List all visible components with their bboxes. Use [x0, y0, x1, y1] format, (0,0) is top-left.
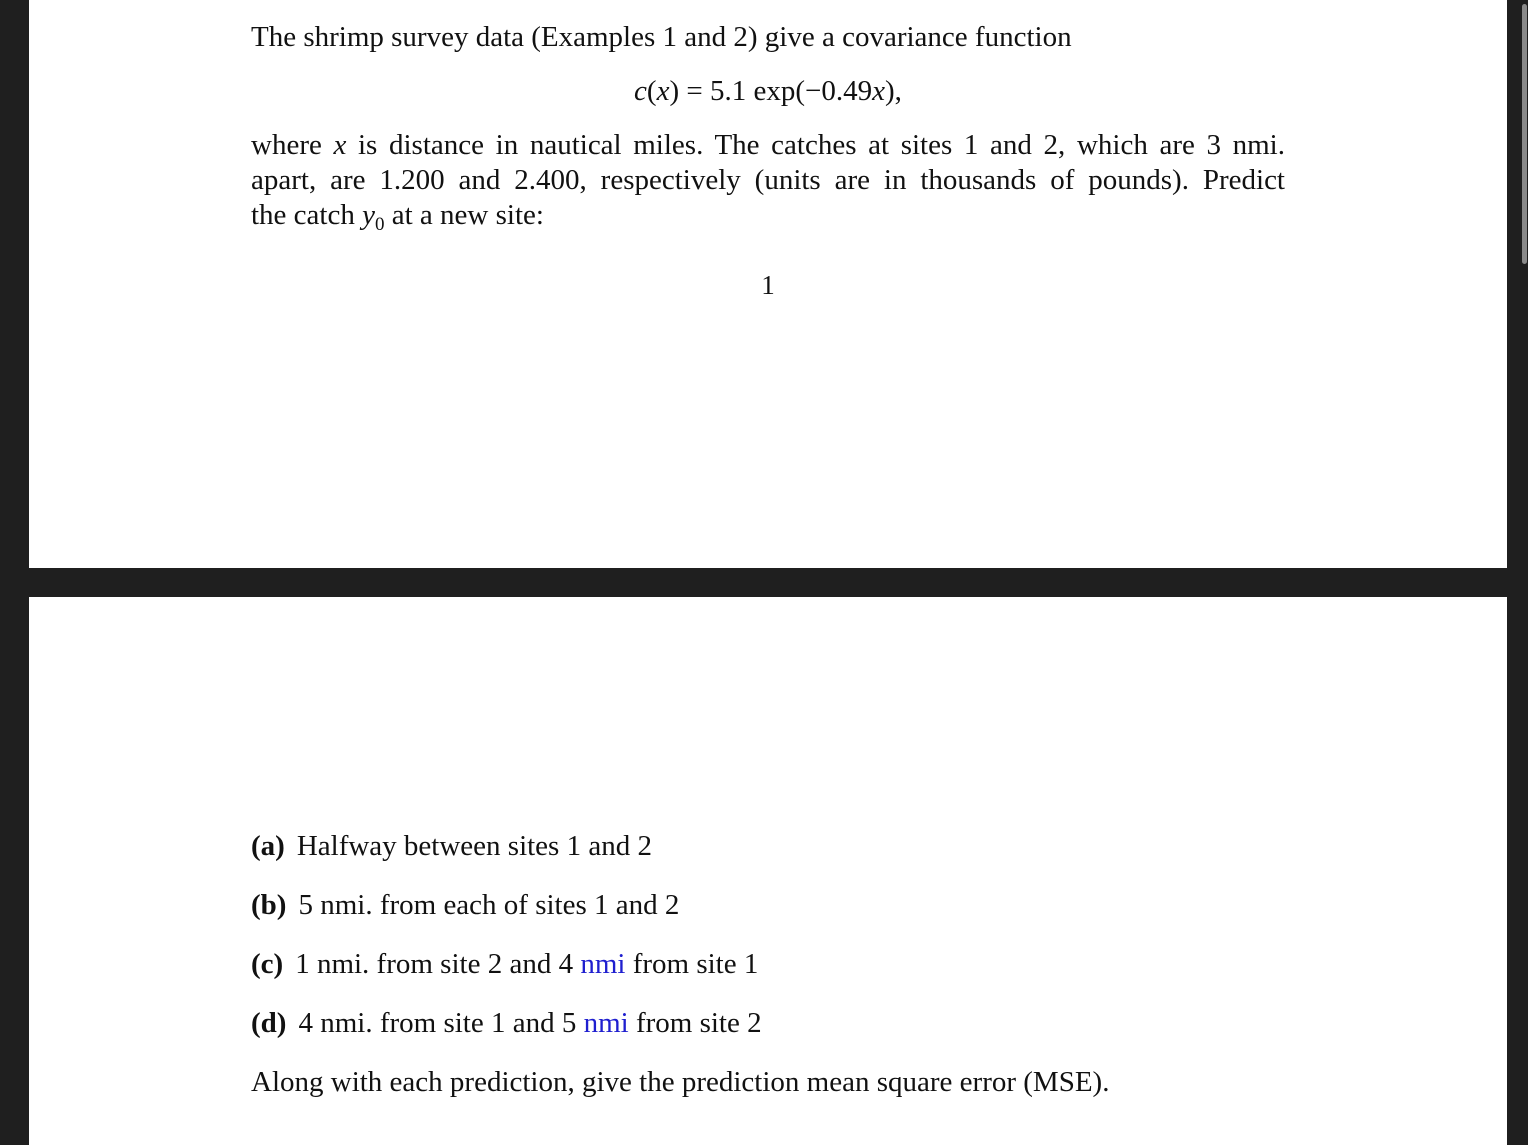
body-var-y-subscript: 0: [374, 214, 385, 235]
body-var-y: y: [362, 199, 375, 231]
eq-rhs-suffix: ),: [885, 75, 902, 107]
body-line-1-prefix: where: [251, 129, 334, 161]
covariance-equation: c(x) = 5.1 exp(−0.49x),: [634, 75, 902, 107]
question-item-a: [251, 829, 652, 864]
body-var-x: x: [333, 129, 347, 161]
item-label: (b): [251, 889, 287, 921]
item-text-after: from site 1: [625, 948, 759, 980]
page-1: [29, 0, 1507, 568]
body-line-1-rest: is distance in nautical miles. The catches at sites 1 and 2, which are 3 nmi.: [346, 129, 1285, 161]
nmi-link[interactable]: nmi: [583, 1007, 629, 1039]
vertical-scrollbar[interactable]: [1520, 0, 1528, 266]
item-text: 5 nmi. from each of sites 1 and 2: [298, 889, 680, 921]
page-2: [29, 597, 1507, 1145]
eq-func: c: [634, 75, 647, 107]
item-text: Halfway between sites 1 and 2: [296, 830, 652, 862]
body-line-3-prefix: the catch: [251, 199, 363, 231]
item-label: (a): [251, 830, 285, 862]
question-item-c: [251, 947, 758, 982]
nmi-link[interactable]: nmi: [580, 948, 626, 980]
item-text-before: 1 nmi. from site 2 and 4: [295, 948, 581, 980]
body-line-2: apart, are 1.200 and 2.400, respectively (units are in thousands of pounds). Predict: [251, 164, 1285, 196]
intro-paragraph: The shrimp survey data (Examples 1 and 2) give a covariance function: [251, 21, 1072, 53]
page-number: 1: [761, 270, 775, 300]
item-label: (d): [251, 1007, 287, 1039]
eq-var-rhs: x: [872, 75, 886, 107]
body-line-3-rest: at a new site:: [384, 199, 544, 231]
eq-rhs-prefix: = 5.1 exp(−0.49: [686, 75, 873, 107]
scrollbar-thumb[interactable]: [1522, 4, 1527, 264]
closing-instruction: Along with each prediction, give the prediction mean square error (MSE).: [251, 1066, 1110, 1098]
item-label: (c): [251, 948, 284, 980]
body-line-3: [251, 198, 1285, 236]
eq-var-lhs: x: [656, 75, 670, 107]
problem-paragraph: [251, 128, 1285, 236]
body-line-1: [251, 128, 1285, 163]
question-item-b: [251, 888, 679, 923]
item-text-before: 4 nmi. from site 1 and 5: [298, 1007, 584, 1039]
item-text-after: from site 2: [628, 1007, 762, 1039]
question-item-d: [251, 1006, 762, 1041]
